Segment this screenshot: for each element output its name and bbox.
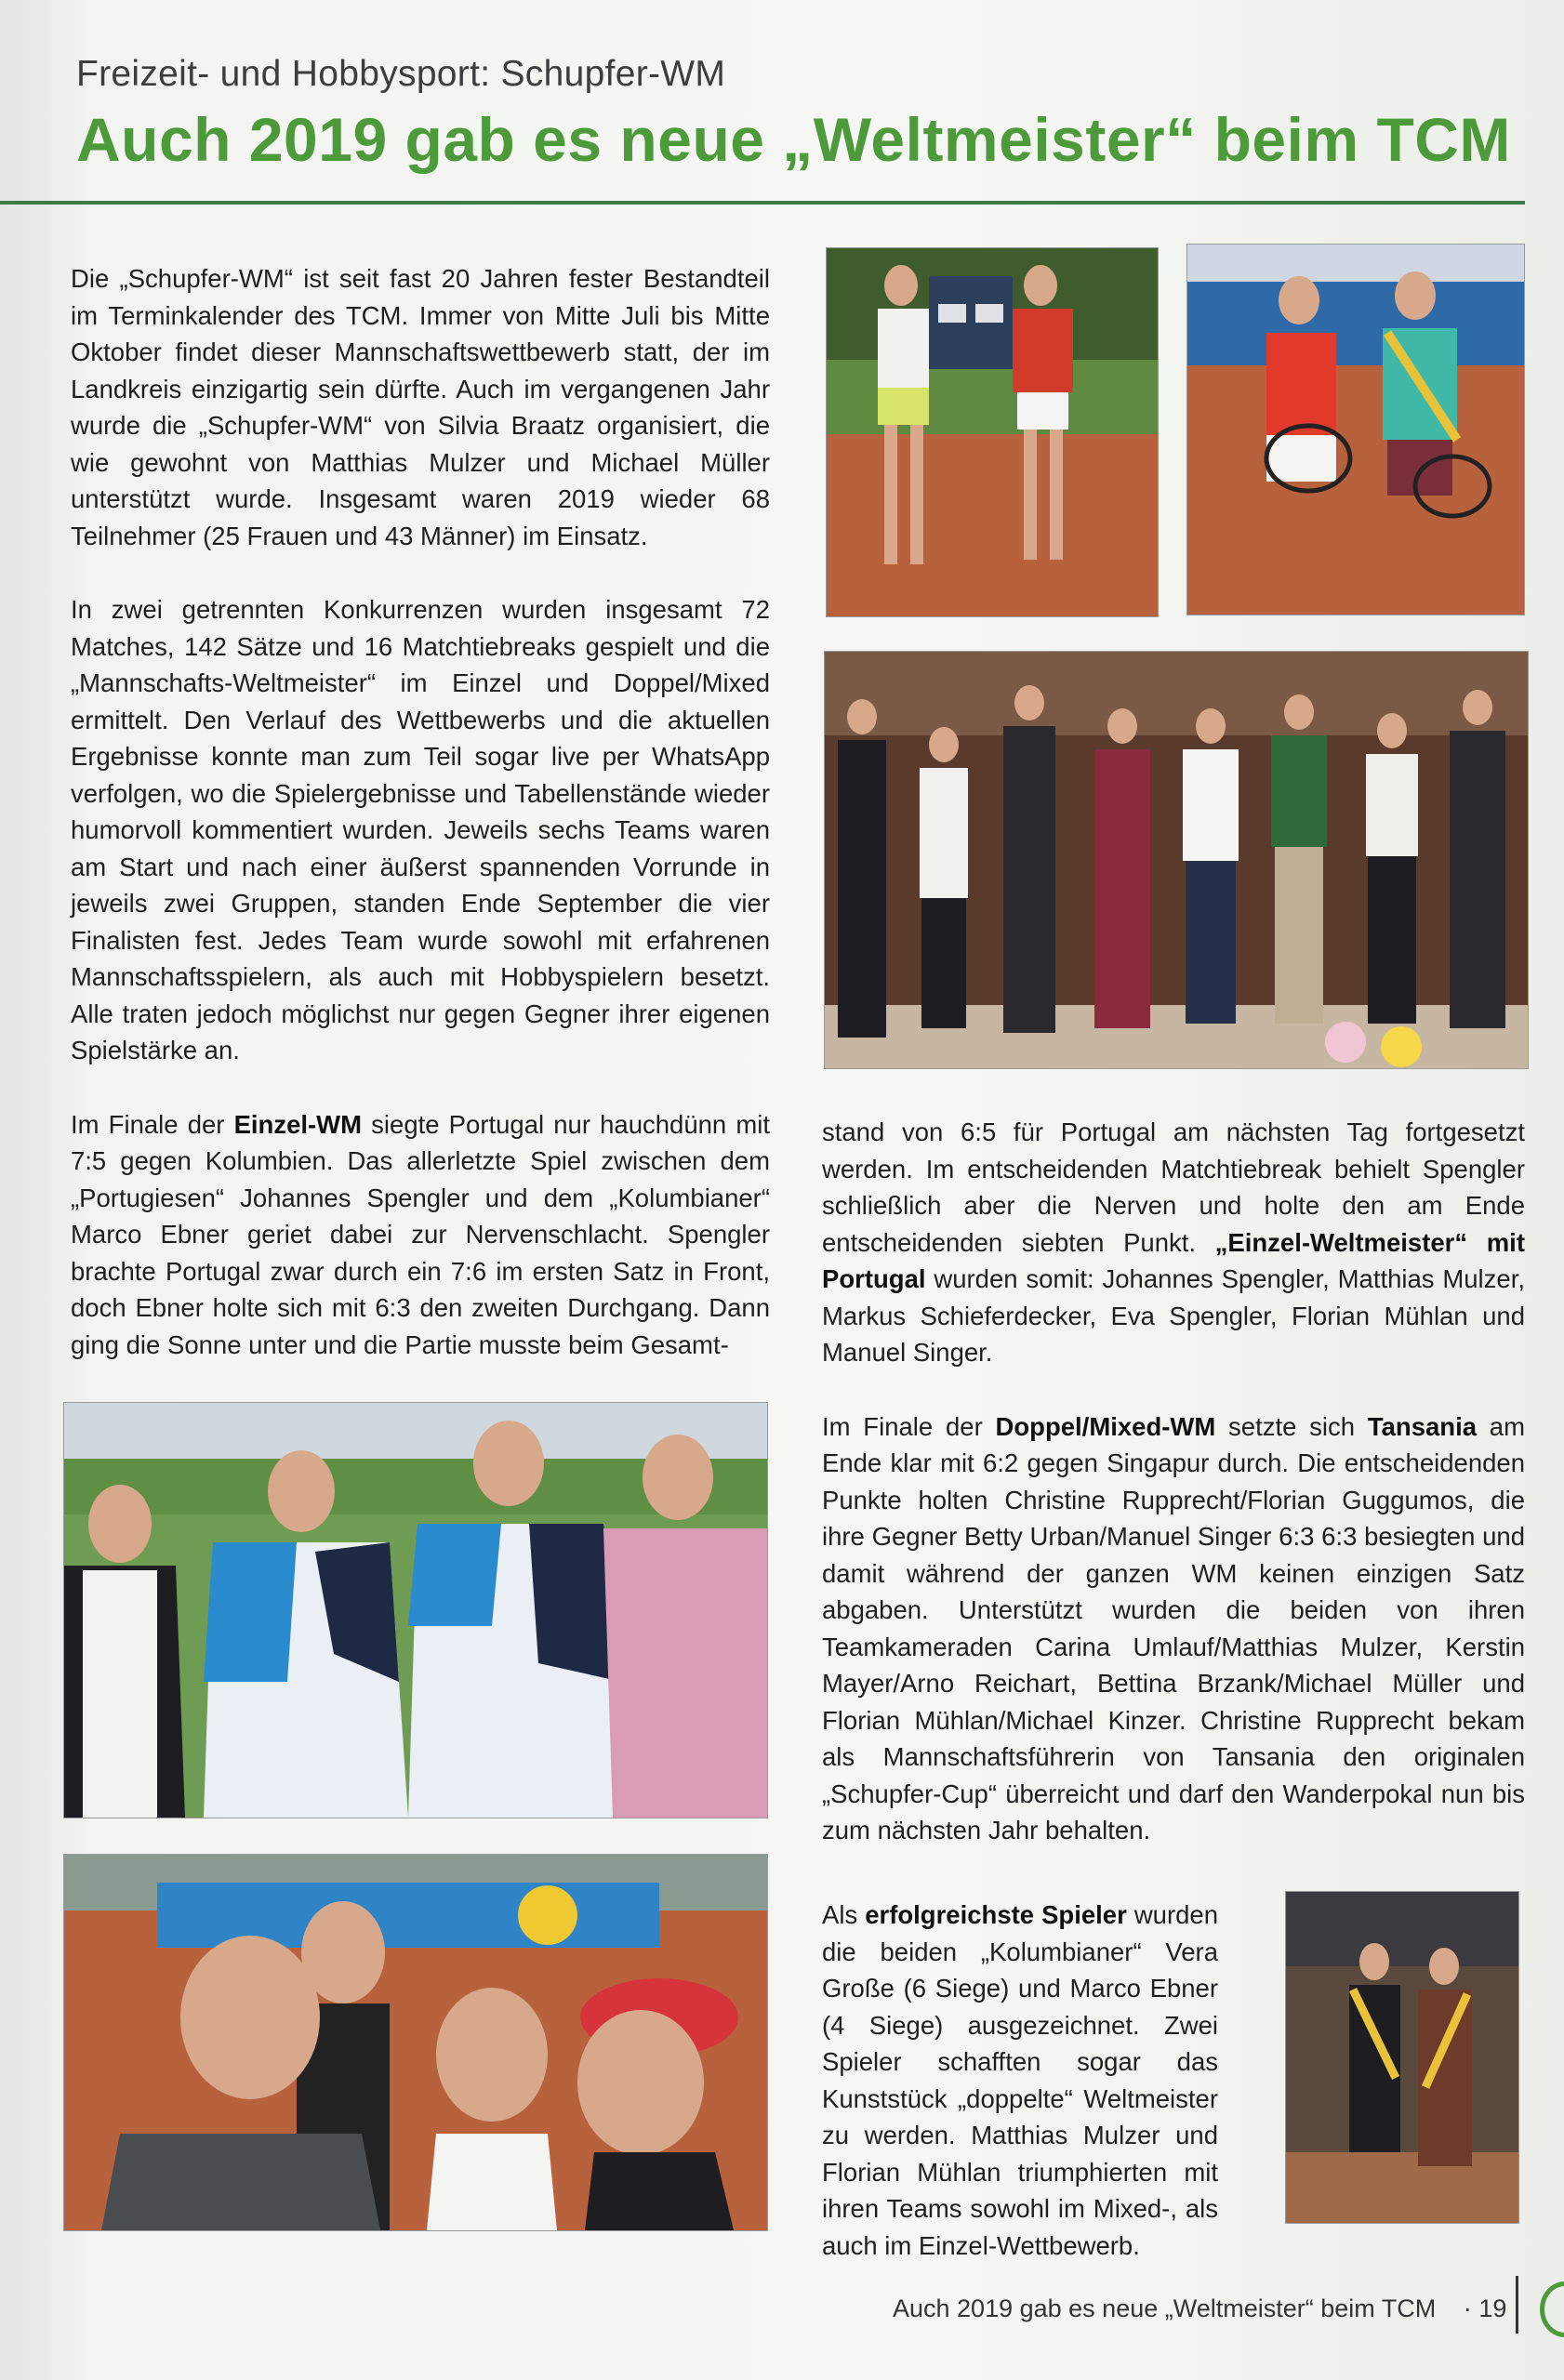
article-header xyxy=(76,54,1527,175)
photo-group-indoors xyxy=(824,651,1529,1069)
page-title: Auch 2019 gab es neue „Weltmeister“ beim TCM xyxy=(76,105,1511,174)
photo-two-players-scoreboard xyxy=(826,247,1159,617)
kicker: Freizeit- und Hobbysport: Schupfer-WM xyxy=(76,54,726,94)
paragraph-competition: In zwei getrennten Konkurrenzen wurden insgesamt 72 Matches, 142 Sätze und 16 Matchtiebreaks gespielt und die „Mannschafts-Weltmeister“ im Einzel und Doppel/Mixed ermittelt. Den Verlauf des Wettbewerbs und die aktuellen Ergebnisse konnte man zum Teil sogar live per WhatsApp verfolgen, wo die Spielergebnisse und Tabellenstände wieder humorvoll kommentiert wurden. Jeweils sechs Teams waren am Start und nach einer äußerst spannenden Vorrunde in jeweils zwei Gruppen, standen Ende September die vier Finalisten fest. Jedes Team wurde sowohl mit erfahrenen Mannschaftsspielern, als auch mit Hobbyspielern besetzt. Alle traten jedoch möglichst nur gegen Gegner ihrer eigenen Spielstärke an. xyxy=(71,595,770,1064)
paragraph-einzel-winners: stand von 6:5 für Portugal am nächsten Tag fortgesetzt werden. Im entscheidenden Matchtiebreak behielt Spengler schließlich aber die Nerven und holte den am Ende entscheidenden siebten Punkt. „Einzel-Weltmeister“ mit Portugal wurden somit: Johannes Spengler, Matthias Mulzer, Markus Schieferdecker, Eva Spengler, Florian Mühlan und Manuel Singer. xyxy=(822,1117,1525,1367)
paragraph-intro: Die „Schupfer-WM“ ist seit fast 20 Jahren fester Bestandteil im Terminkalender des TCM. Immer von Mitte Juli bis Mitte Oktober findet dieser Mannschaftswettbewerb statt, der im Landkreis einzigartig sein dürfte. Auch im vergangenen Jahr wurde die „Schupfer-WM“ von Silvia Braatz organisiert, die wie gewohnt von Matthias Mulzer und Michael Müller unterstützt wurde. Insgesamt waren 2019 wieder 68 Teilnehmer (25 Frauen und 43 Männer) im Einsatz. xyxy=(71,264,770,550)
photo-winners-sashes xyxy=(1285,1891,1519,2224)
footer-separator: · xyxy=(1463,2294,1472,2322)
left-column-upper xyxy=(71,260,770,1400)
club-logo-icon xyxy=(1540,2281,1564,2337)
photo-two-women-costumes xyxy=(1186,244,1525,615)
paragraph-einzel-final: Im Finale der Einzel-WM siegte Portugal nur hauchdünn mit 7:5 gegen Kolumbien. Das allerletzte Spiel zwischen dem „Portugiesen“ Johannes Spengler und dem „Kolumbianer“ Marco Ebner geriet dabei zur Nervenschlacht. Spengler brachte Portugal zwar durch ein 7:6 im ersten Satz in Front, doch Ebner holte sich mit 6:3 den zweiten Durchgang. Dann ging die Sonne unter und die Partie musste beim Gesamt- xyxy=(71,1109,770,1359)
page-number: 19 xyxy=(1478,2294,1507,2322)
footer-divider xyxy=(1516,2276,1518,2334)
paragraph-doppel-final: Im Finale der Doppel/Mixed-WM setzte sich Tansania am Ende klar mit 6:2 gegen Singapur durch. Die entscheidenden Punkte holten Christine Rupprecht/Florian Guggumos, die ihre Gegner Betty Urban/Manuel Singer 6:3 6:3 besiegten und damit während der ganzen WM keinen einzigen Satz abgaben. Unterstützt wurden die beiden von ihren Teamkameraden Carina Umlauf/Matthias Mulzer, Kerstin Mayer/Arno Reichart, Bettina Brzank/Michael Müller und Florian Mühlan/Michael Kinzer. Christine Rupprecht bekam als Mannschaftsführerin von Tansania den originalen „Schupfer-Cup“ überreicht und darf den Wanderpokal nun bis zum nächsten Jahr behalten. xyxy=(822,1411,1525,1844)
footer-title: Auch 2019 gab es neue „Weltmeister“ beim TCM xyxy=(893,2294,1437,2322)
photo-selfie-four xyxy=(63,1854,768,2231)
page-footer xyxy=(893,2294,1506,2323)
right-column-text xyxy=(822,1114,1525,1886)
title-rule xyxy=(0,201,1525,205)
photo-four-players-outdoors xyxy=(63,1402,768,1818)
paragraph-best-players: Als erfolgreichste Spieler wurden die beiden „Kolumbianer“ Vera Große (6 Siege) und Marco Ebner (4 Siege) ausgezeichnet. Zwei Spieler schafften sogar das Kunststück „doppelte“ Weltmeister zu werden. Matthias Mulzer und Florian Mühlan triumphierten mit ihren Teams sowohl im Mixed-, als auch im Einzel-Wettbewerb. xyxy=(822,1900,1219,2260)
